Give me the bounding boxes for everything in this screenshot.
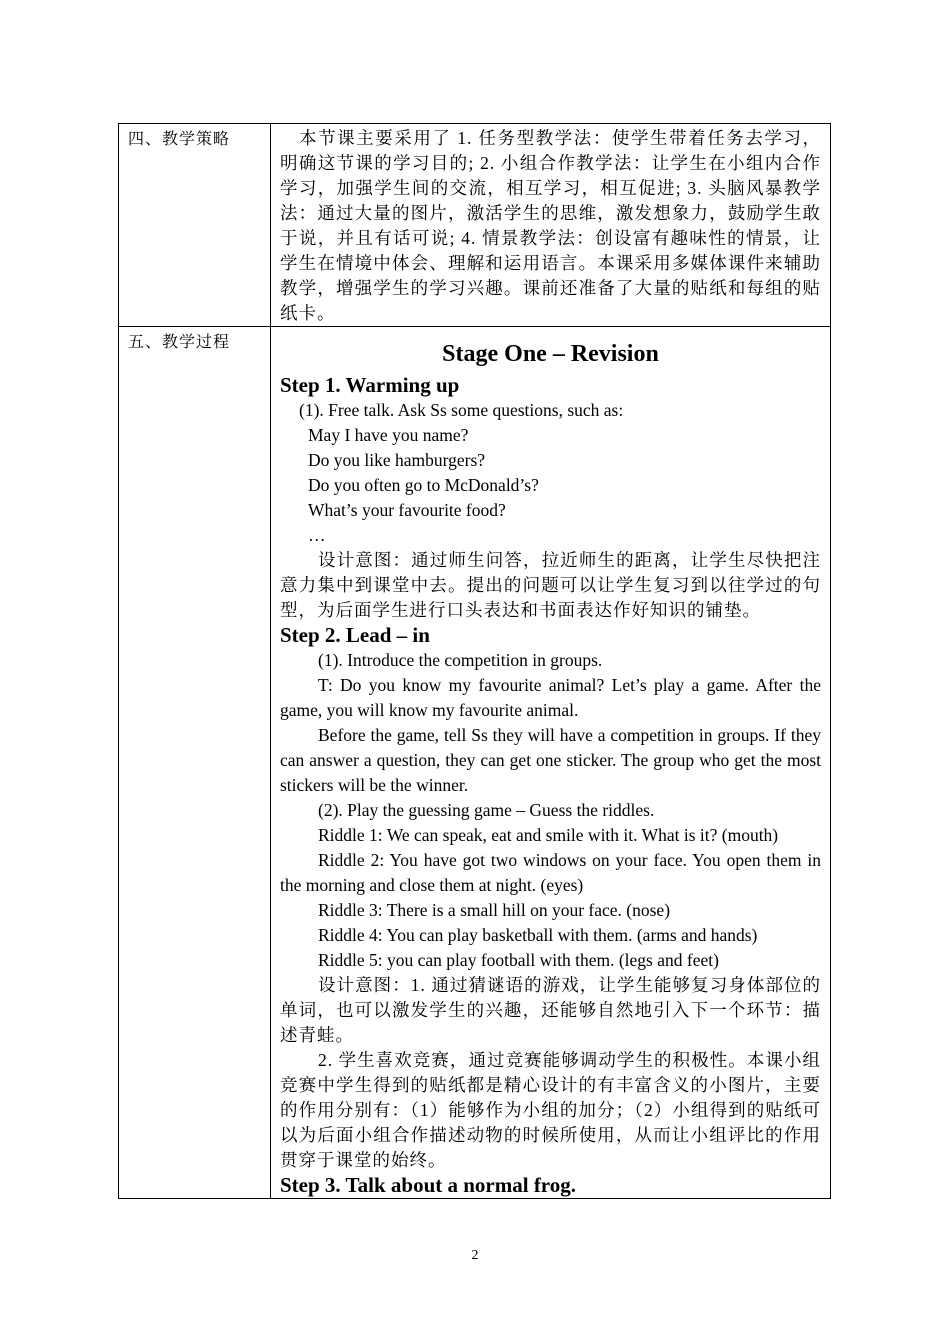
step2-title: Step 2. Lead – in <box>280 623 430 647</box>
riddle-item: Riddle 5: you can play football with them. (legs and feet) <box>318 950 719 970</box>
question-item: What’s your favourite food? <box>308 500 506 520</box>
question-item: Do you like hamburgers? <box>308 450 486 470</box>
step3-title: Step 3. Talk about a normal frog. <box>280 1173 576 1197</box>
step2-paragraph: T: Do you know my favourite animal? Let’s play a game. After the game, you will know my favourite animal. <box>280 675 821 720</box>
lesson-plan-table <box>118 123 831 1199</box>
riddle-item: Riddle 1: We can speak, eat and smile with it. What is it? (mouth) <box>318 825 779 845</box>
step1-title: Step 1. Warming up <box>280 373 460 397</box>
content-cell-strategy <box>271 124 831 327</box>
content-cell-process <box>271 327 831 1199</box>
riddle-item: Riddle 3: There is a small hill on your face. (nose) <box>318 900 671 920</box>
row-label-process: 五、教学过程 <box>128 334 231 351</box>
question-item: Do you often go to McDonald’s? <box>308 475 539 495</box>
step2-paragraph: (2). Play the guessing game – Guess the riddles. <box>318 800 655 820</box>
riddle-item: Riddle 2: You have got two windows on your face. You open them in the morning and close them at night. (eyes) <box>280 850 821 895</box>
page-number: 2 <box>471 1248 479 1263</box>
step2-design-intent-2: 2. 学生喜欢竞赛，通过竞赛能够调动学生的积极性。本课小组竞赛中学生得到的贴纸都是精心设计的有丰富含义的小图片，主要的作用分别有：（1）能够作为小组的加分；（2）小组得到的贴纸可以为后面小组合作描述动物的时候所使用，从而让小组评比的作用贯穿于课堂的始终。 <box>280 1050 821 1170</box>
step2-paragraph: Before the game, tell Ss they will have a competition in groups. If they can answer a question, they can get one sticker. The group who get the most stickers will be the winner. <box>280 725 821 795</box>
stage-title: Stage One – Revision <box>442 341 659 367</box>
strategy-text: 本节课主要采用了 1. 任务型教学法：使学生带着任务去学习，明确这节课的学习目的; 2. 小组合作教学法：让学生在小组内合作学习，加强学生间的交流，相互学习，相互促进; 3. 头脑风暴教学法：通过大量的图片，激活学生的思维，激发想象力，鼓励学生敢于说，并且有话可说; 4. 情景教学法：创设富有趣味性的情景，让学生在情境中体会、理解和运用语言。本课采用多媒体课件来辅助教学，增强学生的学习兴趣。课前还准备了大量的贴纸和每组的贴纸卡。 <box>280 128 821 323</box>
label-cell-process <box>119 327 271 1199</box>
question-ellipsis: … <box>308 525 326 545</box>
row-label-strategy: 四、教学策略 <box>128 131 231 148</box>
step1-intro: (1). Free talk. Ask Ss some questions, such as: <box>299 400 624 420</box>
riddle-item: Riddle 4: You can play basketball with them. (arms and hands) <box>318 925 758 945</box>
table-row-strategy <box>119 124 831 327</box>
step2-paragraph: (1). Introduce the competition in groups. <box>318 650 603 670</box>
step1-design-intent: 设计意图：通过师生问答，拉近师生的距离，让学生尽快把注意力集中到课堂中去。提出的问题可以让学生复习到以往学过的句型，为后面学生进行口头表达和书面表达作好知识的铺垫。 <box>280 550 821 620</box>
table-row-process <box>119 327 831 1199</box>
step2-design-intent-1: 设计意图：1. 通过猜谜语的游戏，让学生能够复习身体部位的单词，也可以激发学生的兴趣，还能够自然地引入下一个环节：描述青蛙。 <box>280 975 821 1045</box>
question-item: May I have you name? <box>308 425 469 445</box>
label-cell-strategy <box>119 124 271 327</box>
